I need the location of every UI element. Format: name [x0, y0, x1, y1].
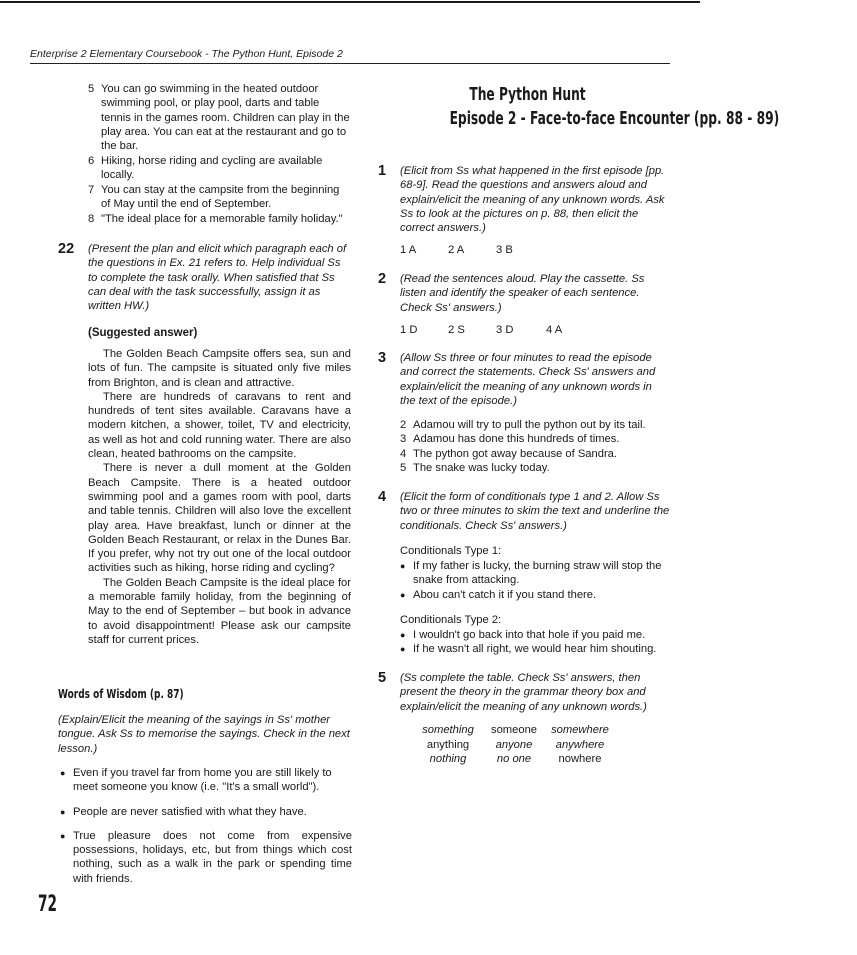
table-cell: anywhere — [555, 738, 605, 751]
list-item: ● People are never satisfied with what they have. — [60, 805, 307, 818]
table-row — [414, 752, 614, 767]
table-row — [414, 723, 614, 738]
answer: 2 S — [448, 324, 465, 336]
suggested-answer-label: (Suggested answer) — [88, 327, 198, 339]
wisdom-instruction: (Explain/Elicit the meaning of the sayings in Ss' mother tongue. Ask Ss to memorise the sayings. Check in the next lesson.) — [58, 714, 350, 755]
suggested-answer-text — [88, 347, 351, 647]
list-item: ● Abou can't catch it if you stand there. — [400, 588, 597, 601]
indefinite-pronouns-table — [414, 723, 614, 767]
bullet-icon: ● — [400, 561, 406, 571]
top-border-line — [0, 1, 700, 3]
exercise-1-answers — [400, 243, 513, 257]
conditionals-type-2-list — [400, 628, 672, 657]
exercise-2-answers — [400, 323, 562, 337]
exercise-2 — [378, 272, 670, 315]
answer: 4 A — [546, 324, 563, 336]
list-item: 6 Hiking, horse riding and cycling are available locally. — [88, 155, 323, 182]
conditionals-type-1-label: Conditionals Type 1: — [400, 545, 502, 557]
exercise-instruction: (Elicit the form of conditionals type 1 and 2. Allow Ss two or three minutes to skim the text and underline the conditionals. Check Ss' answers.) — [400, 491, 670, 532]
paragraph: There are hundreds of caravans to rent and hundreds of tent sites available. Caravans have a modern kitchen, a shower, toilet, TV and electricity, as well as hot and cold running water. There are also clean, heated bathrooms on the campsite. — [88, 390, 351, 461]
exercise-number: 22 — [58, 241, 75, 257]
table-row — [414, 738, 614, 753]
list-item: ● Even if you travel far from home you are still likely to meet someone you know (i.e. "It's a small world"). — [60, 767, 332, 794]
page-number: 72 — [38, 892, 57, 917]
list-item: ● I wouldn't go back into that hole if you paid me. — [400, 629, 646, 641]
list-item: 5 The snake was lucky today. — [400, 461, 550, 474]
bullet-icon: ● — [400, 644, 406, 655]
exercise-number: 5 — [378, 670, 387, 686]
list-item: 5 You can go swimming in the heated outdoor swimming pool, or play pool, darts and table tennis in the games room. Children can play in the play area. You can eat at the restaurant and go to the bar. — [88, 83, 350, 153]
exercise-22 — [58, 242, 352, 313]
bullet-icon: ● — [60, 768, 66, 778]
bullet-icon: ● — [400, 589, 406, 600]
words-of-wisdom-title: Words of Wisdom (p. 87) — [58, 686, 184, 701]
exercise-instruction: (Present the plan and elicit which paragraph each of the questions in Ex. 21 refers to. Help individual Ss to complete the task orally. When satisfied that Ss can deal with the task successfully, assign it as written HW.) — [88, 243, 347, 313]
list-item: ● If he wasn't all right, we would hear him shouting. — [400, 643, 657, 656]
table-cell: someone — [490, 724, 538, 736]
exercise-5 — [378, 671, 670, 714]
table-cell: nothing — [429, 753, 467, 765]
answer: 2 A — [448, 244, 465, 256]
list-item: 4 The python got away because of Sandra. — [400, 447, 617, 460]
table-cell: anything — [426, 738, 470, 751]
answer: 3 D — [496, 324, 514, 336]
answer: 1 A — [400, 244, 417, 256]
exercise-instruction: (Allow Ss three or four minutes to read the episode and correct the statements. Check Ss' answers and explain/elicit the meaning of any unknown words in the text of the episode.) — [400, 352, 656, 407]
exercise-number: 1 — [378, 163, 387, 179]
paragraph: There is never a dull moment at the Golden Beach Campsite. There is a heated outdoor swimming pool and a games room with pool, darts and table tennis. Children will also love the excellent play area. Have breakfast, lunch or dinner at the Golden Beach Restaurant, or relax in the Dunes Bar. If you prefer, why not try out one of the local outdoor activities such as hiking, horse riding and cycling? — [88, 462, 351, 575]
table-cell: nowhere — [558, 753, 602, 765]
exercise-4 — [378, 490, 670, 533]
wisdom-sayings — [60, 766, 352, 886]
table-cell: somewhere — [551, 724, 609, 736]
bullet-icon: ● — [60, 806, 66, 817]
table-cell: no one — [496, 753, 532, 765]
conditionals-type-2-label: Conditionals Type 2: — [400, 614, 502, 626]
exercise-number: 2 — [378, 271, 387, 287]
exercise-3 — [378, 351, 670, 408]
answer-list-ex21 — [88, 82, 350, 226]
bullet-icon: ● — [60, 830, 66, 841]
conditionals-type-1-list — [400, 559, 672, 602]
exercise-number: 3 — [378, 350, 387, 366]
exercise-3-answers — [400, 418, 670, 475]
list-item: ● If my father is lucky, the burning straw will stop the snake from attacking. — [400, 560, 662, 587]
answer: 3 B — [496, 244, 513, 256]
list-item: 2 Adamou will try to pull the python out by its tail. — [400, 419, 646, 431]
bullet-icon: ● — [400, 630, 406, 640]
exercise-instruction: (Ss complete the table. Check Ss' answers, then present the theory in the grammar theory box and explain/elicit the meaning of any unknown words.) — [400, 672, 647, 713]
exercise-instruction: (Elicit from Ss what happened in the first episode [pp. 68-9]. Read the questions and answers aloud and explain/elicit the meaning of any unknown words. Ask Ss to look at the pictures on p. 88, then elicit the correct answers.) — [400, 165, 665, 235]
running-head: Enterprise 2 Elementary Coursebook - The Python Hunt, Episode 2 — [30, 48, 343, 60]
exercise-number: 4 — [378, 489, 387, 505]
paragraph: The Golden Beach Campsite offers sea, sun and lots of fun. The campsite is situated only five miles from Brighton, and is clean and attractive. — [88, 348, 351, 389]
list-item: ● True pleasure does not come from expensive possessions, holidays, etc, but from things which cost nothing, such as a walk in the park or spending time with friends. — [60, 829, 352, 885]
table-cell: anyone — [495, 738, 533, 751]
list-item: 3 Adamou has done this hundreds of times. — [400, 433, 620, 446]
table-cell: something — [422, 724, 474, 736]
list-item: 7 You can stay at the campsite from the beginning of May until the end of September. — [88, 184, 340, 211]
episode-title: The Python Hunt — [468, 84, 586, 105]
exercise-instruction: (Read the sentences aloud. Play the cassette. Ss listen and identify the speaker of each sentence. Check Ss' answers.) — [400, 273, 645, 314]
paragraph: The Golden Beach Campsite is the ideal place for a memorable family holiday, from the beginning of May to the end of September – but book in advance to avoid disappointment! Please ask our campsite staff for current prices. — [88, 576, 351, 646]
exercise-1 — [378, 164, 670, 235]
list-item: 8 "The ideal place for a memorable family holiday." — [88, 213, 343, 225]
answer: 1 D — [400, 324, 418, 336]
episode-subtitle: Episode 2 - Face-to-face Encounter (pp. 88 - 89) — [449, 108, 780, 129]
header-rule — [30, 63, 670, 64]
